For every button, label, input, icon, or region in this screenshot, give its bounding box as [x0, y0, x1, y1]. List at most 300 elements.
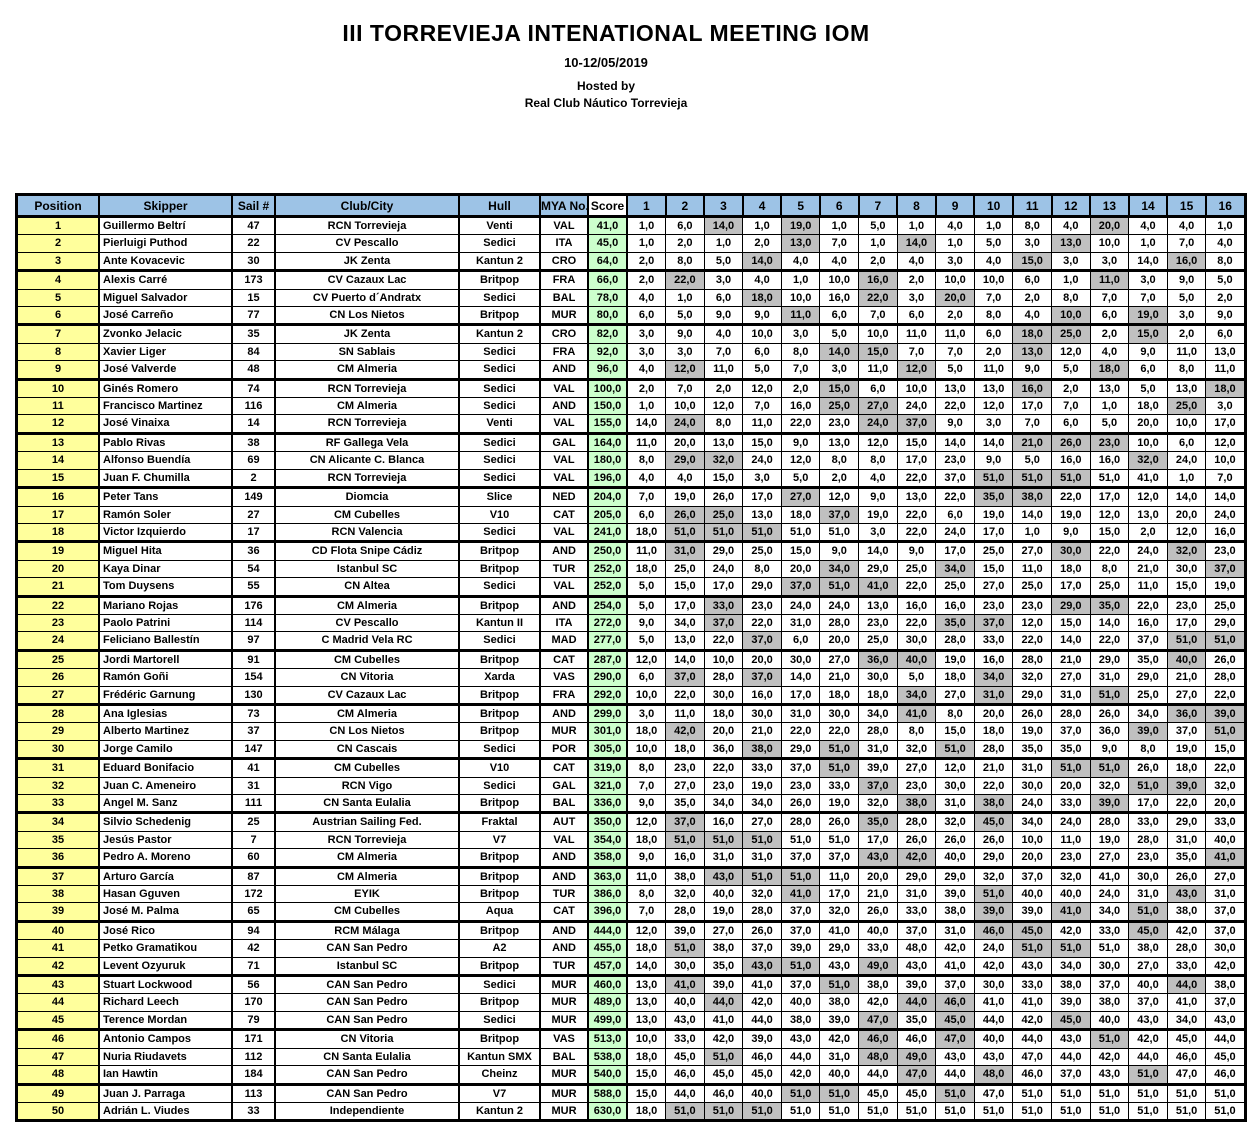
- race-11-cell: 46,0: [1013, 1066, 1052, 1084]
- race-8-cell: 22,0: [897, 614, 936, 631]
- hull-cell: Venti: [459, 415, 540, 433]
- race-10-cell: 6,0: [974, 325, 1013, 343]
- mya-cell: VAL: [540, 831, 588, 848]
- score-cell: 444,0: [588, 921, 627, 939]
- mya-cell: AUT: [540, 813, 588, 831]
- race-7-cell: 8,0: [859, 452, 898, 469]
- race-9-cell: 3,0: [936, 252, 975, 270]
- skipper-cell: Juan C. Ameneiro: [99, 777, 232, 794]
- race-1-cell: 12,0: [627, 813, 666, 831]
- table-row: [17, 361, 1246, 379]
- race-7-cell: 24,0: [859, 415, 898, 433]
- race-4-cell: 12,0: [743, 379, 782, 397]
- race-2-cell: 35,0: [666, 795, 705, 813]
- race-1-cell: 1,0: [627, 398, 666, 415]
- race-14-cell: 23,0: [1129, 849, 1168, 867]
- race-13-cell: 31,0: [1090, 669, 1129, 686]
- race-15-cell: 51,0: [1167, 1102, 1206, 1120]
- hull-cell: Sedici: [459, 433, 540, 451]
- race-6-cell: 43,0: [820, 957, 859, 975]
- race-13-cell: 22,0: [1090, 542, 1129, 560]
- race-3-cell: 42,0: [704, 1030, 743, 1048]
- sail-number-cell: 25: [232, 813, 275, 831]
- race-1-cell: 6,0: [627, 669, 666, 686]
- sail-number-cell: 27: [232, 506, 275, 523]
- race-14-cell: 16,0: [1129, 614, 1168, 631]
- race-7-cell: 41,0: [859, 578, 898, 596]
- score-cell: 204,0: [588, 488, 627, 506]
- skipper-cell: Jordi Martorell: [99, 650, 232, 668]
- race-2-cell: 31,0: [666, 542, 705, 560]
- race-8-cell: 22,0: [897, 469, 936, 487]
- skipper-cell: Pierluigi Puthod: [99, 235, 232, 252]
- race-3-cell: 29,0: [704, 542, 743, 560]
- table-row: [17, 686, 1246, 704]
- race-16-cell: 23,0: [1206, 542, 1245, 560]
- mya-cell: BAL: [540, 795, 588, 813]
- race-5-cell: 37,0: [781, 976, 820, 994]
- race-4-cell: 23,0: [743, 596, 782, 614]
- race-13-cell: 13,0: [1090, 379, 1129, 397]
- race-7-cell: 47,0: [859, 1011, 898, 1029]
- race-4-cell: 26,0: [743, 921, 782, 939]
- club-cell: CN Los Nietos: [275, 307, 459, 325]
- race-12-cell: 25,0: [1052, 325, 1091, 343]
- race-14-cell: 22,0: [1129, 596, 1168, 614]
- race-15-cell: 2,0: [1167, 325, 1206, 343]
- score-cell: 241,0: [588, 523, 627, 541]
- club-cell: EYIK: [275, 886, 459, 903]
- hull-cell: Sedici: [459, 1011, 540, 1029]
- skipper-cell: Miguel Salvador: [99, 289, 232, 306]
- table-row: [17, 235, 1246, 252]
- hull-cell: Sedici: [459, 398, 540, 415]
- race-15-cell: 43,0: [1167, 886, 1206, 903]
- score-cell: 92,0: [588, 343, 627, 360]
- race-13-cell: 11,0: [1090, 271, 1129, 289]
- race-12-cell: 41,0: [1052, 903, 1091, 921]
- race-3-cell: 7,0: [704, 343, 743, 360]
- position-cell: 8: [17, 343, 100, 360]
- race-14-cell: 24,0: [1129, 542, 1168, 560]
- race-15-cell: 46,0: [1167, 1048, 1206, 1065]
- race-8-cell: 31,0: [897, 886, 936, 903]
- race-8-cell: 1,0: [897, 217, 936, 235]
- race-2-cell: 12,0: [666, 361, 705, 379]
- race-7-cell: 49,0: [859, 957, 898, 975]
- race-10-cell: 7,0: [974, 289, 1013, 306]
- race-10-cell: 20,0: [974, 704, 1013, 722]
- race-5-cell: 42,0: [781, 1066, 820, 1084]
- race-8-cell: 49,0: [897, 1048, 936, 1065]
- mya-cell: CAT: [540, 903, 588, 921]
- sail-number-cell: 22: [232, 235, 275, 252]
- race-15-cell: 40,0: [1167, 650, 1206, 668]
- race-4-cell: 16,0: [743, 686, 782, 704]
- race-8-cell: 47,0: [897, 1066, 936, 1084]
- race-12-cell: 28,0: [1052, 704, 1091, 722]
- race-10-cell: 15,0: [974, 560, 1013, 577]
- hull-cell: Britpop: [459, 686, 540, 704]
- race-8-cell: 42,0: [897, 849, 936, 867]
- table-row: [17, 777, 1246, 794]
- sail-number-cell: 111: [232, 795, 275, 813]
- race-1-cell: 4,0: [627, 289, 666, 306]
- race-1-cell: 18,0: [627, 940, 666, 957]
- race-10-cell: 51,0: [974, 886, 1013, 903]
- mya-cell: VAL: [540, 415, 588, 433]
- race-16-cell: 44,0: [1206, 1030, 1245, 1048]
- race-7-cell: 35,0: [859, 813, 898, 831]
- race-15-cell: 20,0: [1167, 506, 1206, 523]
- race-7-cell: 25,0: [859, 632, 898, 650]
- race-14-cell: 3,0: [1129, 271, 1168, 289]
- mya-cell: MAD: [540, 632, 588, 650]
- race-11-cell: 24,0: [1013, 795, 1052, 813]
- club-cell: CM Almeria: [275, 849, 459, 867]
- race-10-cell: 29,0: [974, 849, 1013, 867]
- race-5-cell: 51,0: [781, 831, 820, 848]
- race-6-cell: 51,0: [820, 759, 859, 777]
- race-12-cell: 15,0: [1052, 614, 1091, 631]
- mya-cell: MUR: [540, 1084, 588, 1102]
- race-13-cell: 34,0: [1090, 903, 1129, 921]
- position-cell: 34: [17, 813, 100, 831]
- race-5-cell: 17,0: [781, 686, 820, 704]
- skipper-cell: Victor Izquierdo: [99, 523, 232, 541]
- race-9-cell: 12,0: [936, 759, 975, 777]
- sail-number-cell: 37: [232, 723, 275, 740]
- race-6-cell: 22,0: [820, 723, 859, 740]
- race-10-cell: 9,0: [974, 452, 1013, 469]
- race-9-cell: 51,0: [936, 740, 975, 758]
- mya-cell: AND: [540, 596, 588, 614]
- mya-cell: GAL: [540, 433, 588, 451]
- score-cell: 386,0: [588, 886, 627, 903]
- race-6-cell: 37,0: [820, 506, 859, 523]
- race-1-cell: 11,0: [627, 433, 666, 451]
- race-6-cell: 26,0: [820, 813, 859, 831]
- race-2-cell: 43,0: [666, 1011, 705, 1029]
- hull-cell: Sedici: [459, 777, 540, 794]
- position-cell: 3: [17, 252, 100, 270]
- race-16-cell: 20,0: [1206, 795, 1245, 813]
- race-11-cell: 12,0: [1013, 614, 1052, 631]
- skipper-cell: Angel M. Sanz: [99, 795, 232, 813]
- race-4-cell: 37,0: [743, 632, 782, 650]
- position-cell: 36: [17, 849, 100, 867]
- club-cell: CM Almeria: [275, 361, 459, 379]
- race-7-cell: 27,0: [859, 398, 898, 415]
- race-1-cell: 14,0: [627, 957, 666, 975]
- race-8-cell: 33,0: [897, 903, 936, 921]
- position-cell: 9: [17, 361, 100, 379]
- race-6-cell: 33,0: [820, 777, 859, 794]
- table-row: [17, 343, 1246, 360]
- race-4-cell: 46,0: [743, 1048, 782, 1065]
- race-16-cell: 16,0: [1206, 523, 1245, 541]
- hull-cell: Sedici: [459, 632, 540, 650]
- race-9-cell: 2,0: [936, 307, 975, 325]
- race-4-cell: 28,0: [743, 903, 782, 921]
- table-row: [17, 831, 1246, 848]
- race-6-cell: 15,0: [820, 379, 859, 397]
- race-5-cell: 15,0: [781, 542, 820, 560]
- position-cell: 28: [17, 704, 100, 722]
- club-cell: CM Cubelles: [275, 506, 459, 523]
- race-11-cell: 25,0: [1013, 578, 1052, 596]
- club-cell: CN Vitoria: [275, 1030, 459, 1048]
- race-8-cell: 35,0: [897, 1011, 936, 1029]
- race-9-cell: 32,0: [936, 813, 975, 831]
- col-header-race-13: 13: [1090, 195, 1129, 217]
- race-15-cell: 9,0: [1167, 271, 1206, 289]
- race-6-cell: 21,0: [820, 669, 859, 686]
- race-12-cell: 12,0: [1052, 343, 1091, 360]
- mya-cell: FRA: [540, 686, 588, 704]
- race-11-cell: 7,0: [1013, 415, 1052, 433]
- score-cell: 354,0: [588, 831, 627, 848]
- mya-cell: MUR: [540, 307, 588, 325]
- club-cell: CN Los Nietos: [275, 723, 459, 740]
- race-9-cell: 26,0: [936, 831, 975, 848]
- race-3-cell: 51,0: [704, 1048, 743, 1065]
- race-16-cell: 5,0: [1206, 271, 1245, 289]
- race-6-cell: 10,0: [820, 271, 859, 289]
- skipper-cell: Ramón Soler: [99, 506, 232, 523]
- race-16-cell: 37,0: [1206, 994, 1245, 1011]
- race-12-cell: 7,0: [1052, 398, 1091, 415]
- race-3-cell: 51,0: [704, 523, 743, 541]
- position-cell: 30: [17, 740, 100, 758]
- race-11-cell: 11,0: [1013, 560, 1052, 577]
- race-1-cell: 5,0: [627, 632, 666, 650]
- mya-cell: CRO: [540, 252, 588, 270]
- race-3-cell: 28,0: [704, 669, 743, 686]
- race-3-cell: 2,0: [704, 379, 743, 397]
- race-4-cell: 19,0: [743, 777, 782, 794]
- race-9-cell: 41,0: [936, 957, 975, 975]
- race-13-cell: 51,0: [1090, 759, 1129, 777]
- race-7-cell: 1,0: [859, 235, 898, 252]
- skipper-cell: Guillermo Beltrí: [99, 217, 232, 235]
- skipper-cell: Alberto Martinez: [99, 723, 232, 740]
- sail-number-cell: 173: [232, 271, 275, 289]
- race-14-cell: 39,0: [1129, 723, 1168, 740]
- race-10-cell: 51,0: [974, 469, 1013, 487]
- sail-number-cell: 79: [232, 1011, 275, 1029]
- race-13-cell: 35,0: [1090, 596, 1129, 614]
- sail-number-cell: 84: [232, 343, 275, 360]
- race-14-cell: 51,0: [1129, 777, 1168, 794]
- race-15-cell: 22,0: [1167, 795, 1206, 813]
- table-row: [17, 523, 1246, 541]
- table-row: [17, 596, 1246, 614]
- race-9-cell: 24,0: [936, 523, 975, 541]
- position-cell: 4: [17, 271, 100, 289]
- race-13-cell: 17,0: [1090, 488, 1129, 506]
- host-club-name: Real Club Náutico Torrevieja: [524, 96, 688, 110]
- race-4-cell: 24,0: [743, 452, 782, 469]
- race-12-cell: 23,0: [1052, 849, 1091, 867]
- race-16-cell: 18,0: [1206, 379, 1245, 397]
- race-5-cell: 39,0: [781, 940, 820, 957]
- position-cell: 18: [17, 523, 100, 541]
- race-3-cell: 6,0: [704, 289, 743, 306]
- race-11-cell: 51,0: [1013, 1084, 1052, 1102]
- hull-cell: Britpop: [459, 1030, 540, 1048]
- race-11-cell: 20,0: [1013, 849, 1052, 867]
- hull-cell: Sedici: [459, 578, 540, 596]
- race-1-cell: 12,0: [627, 650, 666, 668]
- race-15-cell: 25,0: [1167, 398, 1206, 415]
- race-11-cell: 43,0: [1013, 957, 1052, 975]
- race-10-cell: 8,0: [974, 307, 1013, 325]
- race-5-cell: 43,0: [781, 1030, 820, 1048]
- race-7-cell: 37,0: [859, 777, 898, 794]
- table-row: [17, 669, 1246, 686]
- race-8-cell: 11,0: [897, 325, 936, 343]
- race-15-cell: 6,0: [1167, 433, 1206, 451]
- race-1-cell: 14,0: [627, 415, 666, 433]
- hull-cell: Britpop: [459, 560, 540, 577]
- race-13-cell: 6,0: [1090, 307, 1129, 325]
- race-10-cell: 17,0: [974, 523, 1013, 541]
- score-cell: 41,0: [588, 217, 627, 235]
- race-2-cell: 32,0: [666, 886, 705, 903]
- race-16-cell: 17,0: [1206, 415, 1245, 433]
- race-3-cell: 51,0: [704, 1102, 743, 1120]
- race-10-cell: 42,0: [974, 957, 1013, 975]
- position-cell: 19: [17, 542, 100, 560]
- score-cell: 540,0: [588, 1066, 627, 1084]
- race-9-cell: 15,0: [936, 723, 975, 740]
- race-7-cell: 9,0: [859, 488, 898, 506]
- race-6-cell: 12,0: [820, 488, 859, 506]
- race-13-cell: 38,0: [1090, 994, 1129, 1011]
- race-16-cell: 6,0: [1206, 325, 1245, 343]
- race-5-cell: 31,0: [781, 614, 820, 631]
- race-12-cell: 39,0: [1052, 994, 1091, 1011]
- race-15-cell: 15,0: [1167, 578, 1206, 596]
- club-cell: CN Vitoria: [275, 669, 459, 686]
- race-13-cell: 15,0: [1090, 523, 1129, 541]
- race-9-cell: 45,0: [936, 1011, 975, 1029]
- race-9-cell: 8,0: [936, 704, 975, 722]
- race-6-cell: 4,0: [820, 252, 859, 270]
- race-16-cell: 40,0: [1206, 831, 1245, 848]
- position-cell: 48: [17, 1066, 100, 1084]
- race-11-cell: 39,0: [1013, 903, 1052, 921]
- race-7-cell: 12,0: [859, 433, 898, 451]
- race-6-cell: 5,0: [820, 325, 859, 343]
- mya-cell: VAL: [540, 469, 588, 487]
- race-5-cell: 37,0: [781, 921, 820, 939]
- col-header-race-14: 14: [1129, 195, 1168, 217]
- race-4-cell: 27,0: [743, 813, 782, 831]
- header-row: [17, 195, 1246, 217]
- race-2-cell: 3,0: [666, 343, 705, 360]
- race-9-cell: 29,0: [936, 867, 975, 885]
- race-13-cell: 12,0: [1090, 506, 1129, 523]
- race-4-cell: 21,0: [743, 723, 782, 740]
- race-13-cell: 39,0: [1090, 795, 1129, 813]
- table-row: [17, 704, 1246, 722]
- race-1-cell: 5,0: [627, 578, 666, 596]
- race-14-cell: 1,0: [1129, 235, 1168, 252]
- race-9-cell: 16,0: [936, 596, 975, 614]
- sail-number-cell: 54: [232, 560, 275, 577]
- col-header-race-16: 16: [1206, 195, 1245, 217]
- race-2-cell: 37,0: [666, 669, 705, 686]
- mya-cell: BAL: [540, 289, 588, 306]
- race-2-cell: 18,0: [666, 740, 705, 758]
- club-cell: CM Cubelles: [275, 650, 459, 668]
- table-row: [17, 940, 1246, 957]
- club-cell: CM Almeria: [275, 596, 459, 614]
- mya-cell: VAL: [540, 379, 588, 397]
- mya-cell: CAT: [540, 650, 588, 668]
- race-15-cell: 45,0: [1167, 1030, 1206, 1048]
- score-cell: 277,0: [588, 632, 627, 650]
- mya-cell: ITA: [540, 235, 588, 252]
- score-cell: 319,0: [588, 759, 627, 777]
- race-6-cell: 17,0: [820, 886, 859, 903]
- table-row: [17, 452, 1246, 469]
- hull-cell: Britpop: [459, 994, 540, 1011]
- race-16-cell: 39,0: [1206, 704, 1245, 722]
- race-13-cell: 22,0: [1090, 632, 1129, 650]
- hull-cell: Sedici: [459, 235, 540, 252]
- race-2-cell: 6,0: [666, 217, 705, 235]
- sail-number-cell: 147: [232, 740, 275, 758]
- race-16-cell: 13,0: [1206, 343, 1245, 360]
- race-1-cell: 9,0: [627, 795, 666, 813]
- sail-number-cell: 30: [232, 252, 275, 270]
- hosted-by-label: Hosted by: [576, 79, 635, 93]
- position-cell: 41: [17, 940, 100, 957]
- race-3-cell: 13,0: [704, 433, 743, 451]
- race-6-cell: 20,0: [820, 632, 859, 650]
- race-2-cell: 51,0: [666, 1102, 705, 1120]
- table-row: [17, 542, 1246, 560]
- race-2-cell: 7,0: [666, 379, 705, 397]
- sail-number-cell: 154: [232, 669, 275, 686]
- race-7-cell: 13,0: [859, 596, 898, 614]
- race-10-cell: 22,0: [974, 777, 1013, 794]
- mya-cell: VAL: [540, 523, 588, 541]
- race-10-cell: 30,0: [974, 976, 1013, 994]
- race-7-cell: 31,0: [859, 740, 898, 758]
- score-cell: 164,0: [588, 433, 627, 451]
- sail-number-cell: 71: [232, 957, 275, 975]
- race-12-cell: 44,0: [1052, 1048, 1091, 1065]
- race-16-cell: 3,0: [1206, 398, 1245, 415]
- race-1-cell: 13,0: [627, 1011, 666, 1029]
- race-16-cell: 37,0: [1206, 560, 1245, 577]
- sail-number-cell: 47: [232, 217, 275, 235]
- race-3-cell: 4,0: [704, 325, 743, 343]
- race-16-cell: 33,0: [1206, 813, 1245, 831]
- race-10-cell: 44,0: [974, 1011, 1013, 1029]
- hull-cell: Britpop: [459, 542, 540, 560]
- sail-number-cell: 77: [232, 307, 275, 325]
- race-1-cell: 4,0: [627, 469, 666, 487]
- race-8-cell: 24,0: [897, 398, 936, 415]
- race-9-cell: 18,0: [936, 669, 975, 686]
- club-cell: CV Pescallo: [275, 614, 459, 631]
- race-6-cell: 42,0: [820, 1030, 859, 1048]
